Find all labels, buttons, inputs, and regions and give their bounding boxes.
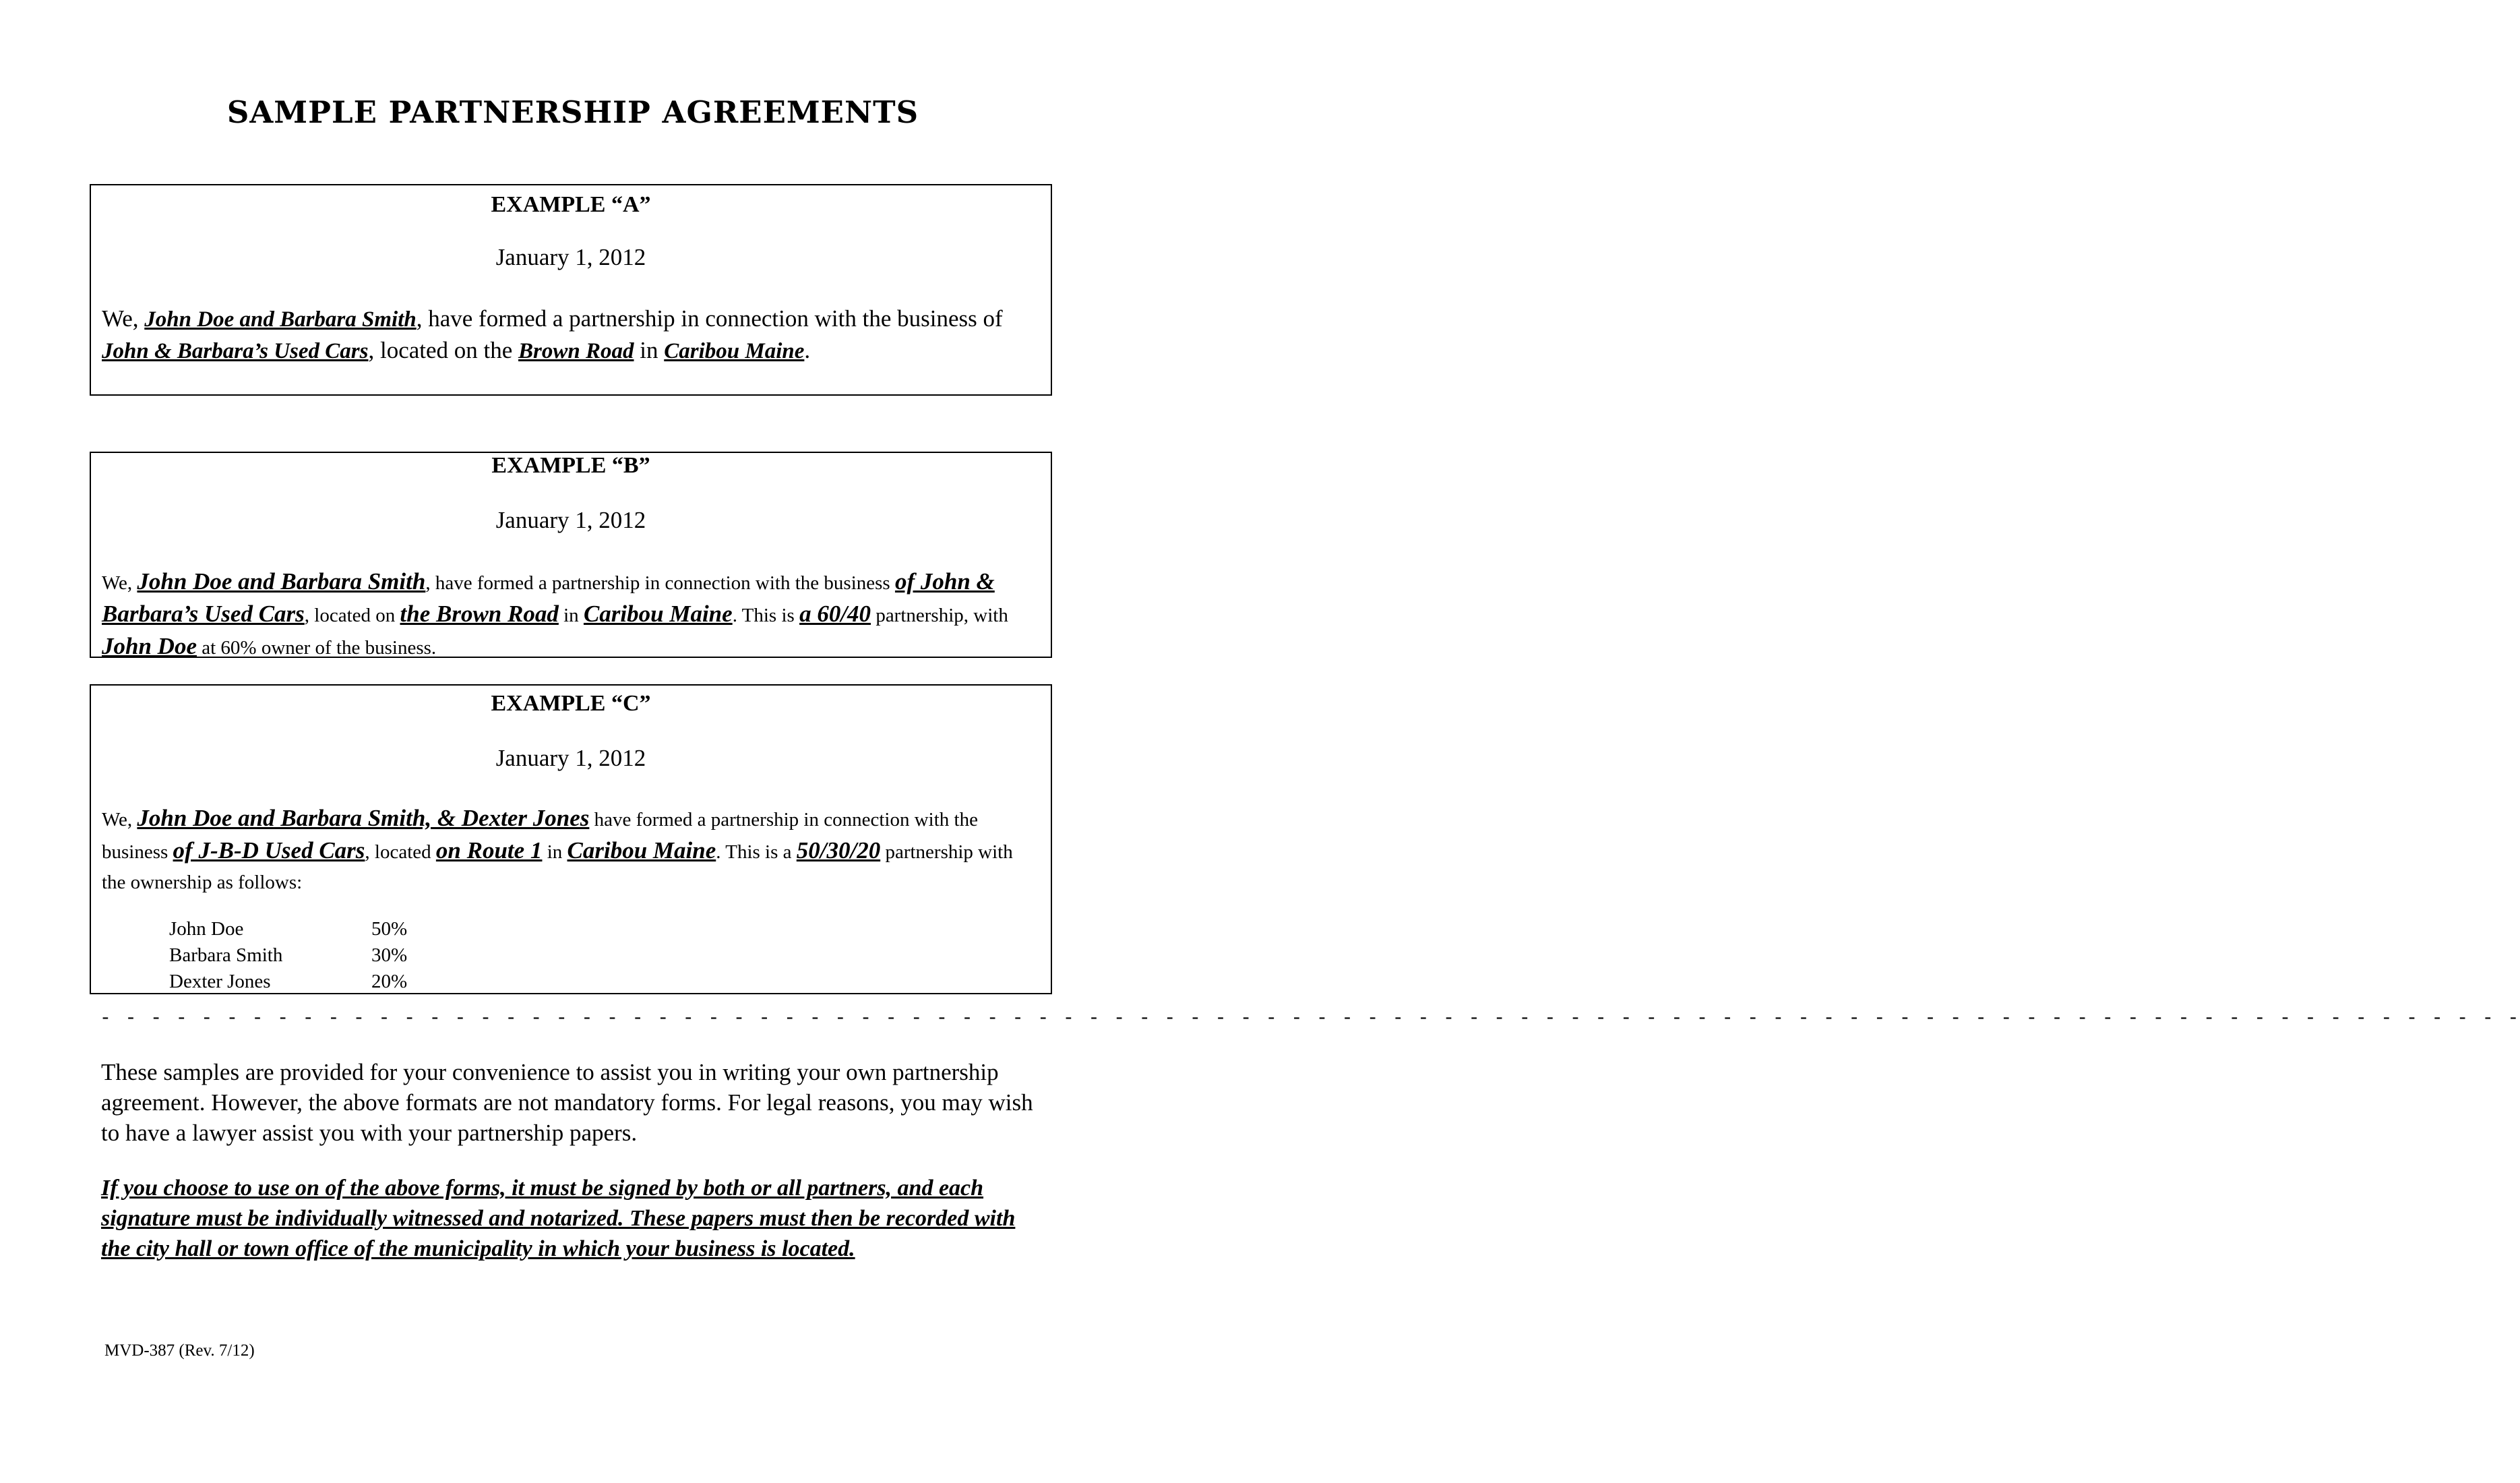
example-a-heading: EXAMPLE “A” [491, 192, 651, 217]
text-fragment: We, [102, 572, 137, 594]
list-item [169, 916, 407, 942]
example-a-text [102, 303, 1031, 367]
text-fragment: We, [102, 305, 145, 332]
partner-names: John Doe and Barbara Smith [144, 307, 417, 332]
text-fragment: , have formed a partnership in connection with the business [425, 572, 895, 594]
text-fragment: in [542, 841, 567, 863]
business-city: Caribou Maine [567, 837, 716, 864]
owner-share: 30% [371, 944, 408, 966]
text-fragment: have formed a partnership in connection with the business [102, 809, 978, 863]
warning-paragraph: If you choose to use on of the above forms, it must be signed by both or all partners, and each signature must be individually witnessed and notarized. These papers must then be recorded with the city hall or town office of the municipality in which your business is located. [101, 1176, 1016, 1261]
ownership-list [169, 916, 407, 995]
text-fragment: in [558, 605, 584, 626]
partner-names: John Doe and Barbara Smith [137, 568, 426, 595]
ownership-split: 50/30/20 [796, 837, 881, 864]
example-c-heading: EXAMPLE “C” [491, 691, 651, 716]
business-city: Caribou Maine [583, 601, 733, 627]
example-c-box [90, 684, 1052, 994]
owner-share: 20% [371, 971, 408, 992]
text-fragment: partnership, with [871, 605, 1008, 626]
text-fragment: . [804, 337, 811, 363]
notice-paragraph: These samples are provided for your convenience to assist you in writing your own partnership agreement. However, the above formats are not mandatory forms. For legal reasons, you may wish to have a lawyer assist you with your partnership papers. [101, 1059, 1033, 1146]
owner-name: Dexter Jones [169, 971, 271, 992]
ownership-split: a 60/40 [799, 601, 871, 627]
partner-names: John Doe and Barbara Smith, & Dexter Jones [137, 805, 590, 831]
example-c-date: January 1, 2012 [495, 745, 646, 771]
text-fragment: We, [102, 809, 137, 830]
form-number: MVD-387 (Rev. 7/12) [104, 1341, 255, 1360]
business-name: John & Barbara’s Used Cars [102, 339, 369, 363]
majority-owner: John Doe [102, 633, 197, 659]
text-fragment: partnership with the ownership as follows: [102, 841, 1013, 893]
business-name: of J-B-D Used Cars [173, 837, 365, 864]
text-fragment: , located on [304, 605, 400, 626]
example-a-box [90, 184, 1052, 396]
list-item [169, 969, 407, 995]
text-fragment: at 60% owner of the business. [197, 637, 437, 659]
example-c-text [102, 803, 1031, 898]
business-location: on Route 1 [435, 837, 543, 864]
page-title: SAMPLE PARTNERSHIP AGREEMENTS [226, 94, 919, 130]
owner-name: John Doe [169, 918, 244, 940]
example-a-date: January 1, 2012 [495, 244, 646, 270]
example-b-heading: EXAMPLE “B” [491, 453, 650, 478]
text-fragment: , have formed a partnership in connection with the business of [416, 305, 1003, 332]
list-item [169, 942, 407, 969]
business-name: of John & Barbara’s Used Cars [102, 568, 995, 627]
example-b-date: January 1, 2012 [495, 507, 646, 533]
dashed-divider: - - - - - - - - - - - - - - - - - - - - - - - - - - - - - - - - - - - - - - - - - - - - - - - - - - - - - - - - - - - - - - - - - - - - - - - - - - - - - - - - - - - - - - - - - - - - - - - - [100, 1008, 2520, 1029]
business-location: Brown Road [518, 339, 634, 363]
owner-name: Barbara Smith [169, 944, 283, 966]
text-fragment: . This is [732, 605, 800, 626]
text-fragment: , located on the [368, 337, 519, 363]
text-fragment: in [634, 337, 665, 363]
example-b-box [90, 452, 1052, 658]
example-b-text [102, 566, 1031, 663]
text-fragment: . This is a [716, 841, 797, 863]
owner-share: 50% [371, 918, 408, 940]
business-location: the Brown Road [400, 601, 559, 627]
business-city: Caribou Maine [664, 339, 805, 363]
text-fragment: , located [365, 841, 436, 863]
